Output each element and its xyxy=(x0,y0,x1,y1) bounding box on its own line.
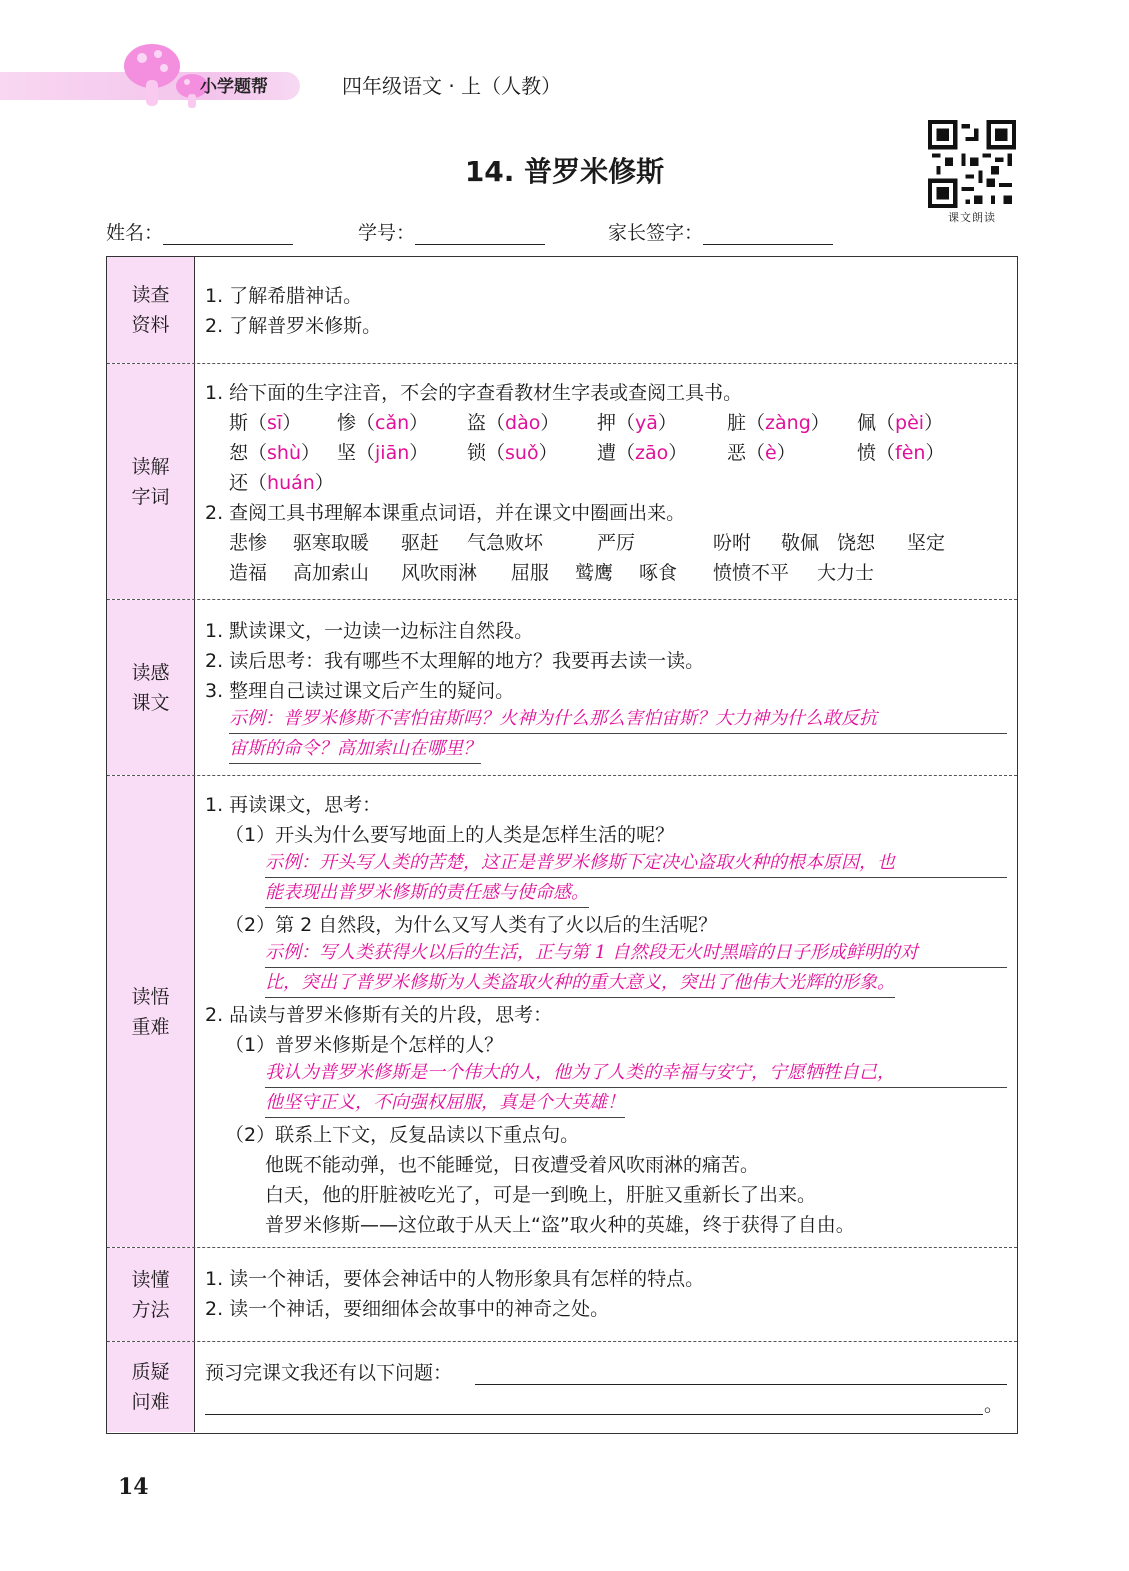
id-label: 学号： xyxy=(358,222,416,244)
pinyin-item xyxy=(229,438,320,468)
hanzi-char: 恕 xyxy=(229,442,249,464)
vocab-word: 严厉 xyxy=(597,532,636,554)
pinyin-item xyxy=(597,408,677,438)
list-item: 1. 读一个神话，要体会神话中的人物形象具有怎样的特点。 xyxy=(205,1268,705,1290)
section-questions xyxy=(107,1341,1017,1432)
sub-question: （1）普罗米修斯是个怎样的人？ xyxy=(225,1034,504,1056)
vocab-word: 敬佩 xyxy=(781,532,820,554)
paren-open: （ xyxy=(248,472,268,494)
paren-open: （ xyxy=(746,412,766,434)
pinyin-answer: pèi xyxy=(895,412,925,434)
vocab-word: 鹫鹰 xyxy=(575,562,614,584)
vocab-word: 大力士 xyxy=(817,562,875,584)
pinyin-answer: yā xyxy=(635,412,658,434)
section-label: 读感 课文 xyxy=(107,600,195,775)
paren-open: （ xyxy=(616,442,636,464)
answer-blank[interactable] xyxy=(205,1414,983,1415)
key-sentence: 白天，他的肝脏被吃光了，可是一到晚上，肝脏又重新长了出来。 xyxy=(265,1184,817,1206)
question: 1. 再读课文，思考： xyxy=(205,794,382,816)
answer-line: 比，突出了普罗米修斯为人类盗取火种的重大意义，突出了他伟大光辉的形象。 xyxy=(265,969,895,998)
mushroom-logo-icon xyxy=(122,42,212,112)
answer-line: 能表现出普罗米修斯的责任感与使命感。 xyxy=(265,879,589,908)
vocab-word: 坚定 xyxy=(907,532,946,554)
pinyin-item xyxy=(597,438,687,468)
section-body xyxy=(205,1342,1007,1432)
paren-open: （ xyxy=(248,442,268,464)
paren-close: ） xyxy=(776,442,796,464)
vocab-word: 造福 xyxy=(229,562,268,584)
paren-open: （ xyxy=(248,412,268,434)
paren-close: ） xyxy=(540,412,560,434)
vocab-word: 悲惨 xyxy=(229,532,268,554)
vocab-word: 风吹雨淋 xyxy=(401,562,478,584)
key-sentence: 普罗米修斯——这位敢于从天上“盗”取火种的英雄，终于获得了自由。 xyxy=(265,1214,855,1236)
question: 2. 查阅工具书理解本课重点词语，并在课文中圈画出来。 xyxy=(205,502,686,524)
qr-code-icon xyxy=(928,120,1016,208)
pinyin-answer: cǎn xyxy=(375,412,410,434)
paren-open: （ xyxy=(356,412,376,434)
section-label: 读查 资料 xyxy=(107,257,195,363)
answer-line: 示例：写人类获得火以后的生活，正与第 1 自然段无火时黑暗的日子形成鲜明的对 xyxy=(265,939,1007,968)
sign-label: 家长签字： xyxy=(608,222,704,244)
page-number: 14 xyxy=(118,1474,149,1500)
pinyin-item xyxy=(337,438,428,468)
section-body xyxy=(205,257,1007,363)
section-body xyxy=(205,364,1007,599)
pinyin-answer: zàng xyxy=(765,412,811,434)
vocab-word: 饶恕 xyxy=(837,532,876,554)
preview-table xyxy=(106,256,1018,1434)
section-label: 读悟 重难 xyxy=(107,776,195,1247)
answer-line: 宙斯的命令？高加索山在哪里？ xyxy=(229,735,481,764)
hanzi-char: 盗 xyxy=(467,412,487,434)
sub-question: （2）联系上下文，反复品读以下重点句。 xyxy=(225,1124,580,1146)
student-info-row xyxy=(106,218,866,244)
hanzi-char: 斯 xyxy=(229,412,249,434)
section-label: 读懂 方法 xyxy=(107,1248,195,1341)
paren-open: （ xyxy=(616,412,636,434)
pinyin-item xyxy=(727,408,830,438)
pinyin-answer: dào xyxy=(505,412,541,434)
brand-name: 小学题帮 xyxy=(200,77,268,97)
paren-close: ） xyxy=(538,442,558,464)
question: 1. 给下面的生字注音，不会的字查看教材生字表或查阅工具书。 xyxy=(205,382,743,404)
answer-line: 我认为普罗米修斯是一个伟大的人，他为了人类的幸福与安宁，宁愿牺牲自己， xyxy=(265,1059,1007,1088)
id-blank[interactable] xyxy=(415,224,545,245)
paren-close: ） xyxy=(409,412,429,434)
paren-close: ） xyxy=(925,442,945,464)
paren-close: ） xyxy=(810,412,830,434)
hanzi-char: 恶 xyxy=(727,442,747,464)
pinyin-item xyxy=(467,438,558,468)
name-label: 姓名： xyxy=(106,222,164,244)
pinyin-item xyxy=(857,438,944,468)
pinyin-item xyxy=(337,408,428,438)
sign-field[interactable] xyxy=(608,218,833,245)
paren-close: ） xyxy=(314,472,334,494)
page-title: 14. 普罗米修斯 xyxy=(464,155,665,188)
key-sentence: 他既不能动弹，也不能睡觉，日夜遭受着风吹雨淋的痛苦。 xyxy=(265,1154,760,1176)
paren-close: ） xyxy=(301,442,321,464)
section-label: 质疑 问难 xyxy=(107,1342,195,1432)
hanzi-char: 坚 xyxy=(337,442,357,464)
section-methods xyxy=(107,1247,1017,1341)
id-field[interactable] xyxy=(358,218,545,245)
list-item: 3. 整理自己读过课文后产生的疑问。 xyxy=(205,680,515,702)
hanzi-char: 惨 xyxy=(337,412,357,434)
paren-open: （ xyxy=(876,412,896,434)
vocab-word: 愤愤不平 xyxy=(713,562,790,584)
section-vocabulary xyxy=(107,363,1017,599)
paren-close: ） xyxy=(924,412,944,434)
list-item: 1. 了解希腊神话。 xyxy=(205,285,363,307)
hanzi-char: 脏 xyxy=(727,412,747,434)
qr-caption: 课文朗读 xyxy=(948,211,996,224)
hanzi-char: 还 xyxy=(229,472,249,494)
paren-open: （ xyxy=(356,442,376,464)
vocab-word: 啄食 xyxy=(639,562,678,584)
pinyin-answer: fèn xyxy=(895,442,926,464)
list-item: 2. 了解普罗米修斯。 xyxy=(205,315,382,337)
vocab-word: 吩咐 xyxy=(713,532,752,554)
list-item: 1. 默读课文，一边读一边标注自然段。 xyxy=(205,620,534,642)
pinyin-answer: shù xyxy=(267,442,302,464)
sign-blank[interactable] xyxy=(703,224,833,245)
section-body xyxy=(205,600,1007,775)
pinyin-answer: zāo xyxy=(635,442,669,464)
paren-close: ） xyxy=(409,442,429,464)
pinyin-answer: è xyxy=(765,442,777,464)
section-label: 读解 字词 xyxy=(107,364,195,599)
paren-open: （ xyxy=(486,442,506,464)
pinyin-answer: suǒ xyxy=(505,442,539,464)
vocab-word: 气急败坏 xyxy=(467,532,544,554)
end-mark: 。 xyxy=(983,1394,1003,1416)
paren-open: （ xyxy=(486,412,506,434)
paren-close: ） xyxy=(282,412,302,434)
hanzi-char: 押 xyxy=(597,412,617,434)
pinyin-item xyxy=(857,408,943,438)
answer-blank[interactable] xyxy=(475,1384,1007,1385)
name-blank[interactable] xyxy=(163,224,293,245)
question-prompt: 预习完课文我还有以下问题： xyxy=(205,1362,453,1384)
hanzi-char: 遭 xyxy=(597,442,617,464)
answer-line: 示例：普罗米修斯不害怕宙斯吗？火神为什么那么害怕宙斯？大力神为什么敢反抗 xyxy=(229,705,1007,734)
sub-question: （2）第 2 自然段，为什么又写人类有了火以后的生活呢？ xyxy=(225,914,718,936)
section-key-points xyxy=(107,775,1017,1247)
vocab-word: 驱寒取暖 xyxy=(293,532,370,554)
pinyin-answer: jiān xyxy=(375,442,410,464)
paren-open: （ xyxy=(746,442,766,464)
pinyin-item xyxy=(229,468,334,498)
list-item: 2. 读后思考：我有哪些不太理解的地方？我要再去读一读。 xyxy=(205,650,705,672)
paren-close: ） xyxy=(668,442,688,464)
subject-label: 四年级语文 · 上（人教） xyxy=(342,74,562,98)
list-item: 2. 读一个神话，要细细体会故事中的神奇之处。 xyxy=(205,1298,610,1320)
vocab-word: 高加索山 xyxy=(293,562,370,584)
sub-question: （1）开头为什么要写地面上的人类是怎样生活的呢？ xyxy=(225,824,675,846)
answer-line: 他坚守正义，不向强权屈服，真是个大英雄！ xyxy=(265,1089,625,1118)
hanzi-char: 佩 xyxy=(857,412,877,434)
pinyin-answer: huán xyxy=(267,472,315,494)
hanzi-char: 锁 xyxy=(467,442,487,464)
pinyin-item xyxy=(229,408,301,438)
paren-close: ） xyxy=(657,412,677,434)
paren-open: （ xyxy=(876,442,896,464)
pinyin-answer: sī xyxy=(267,412,283,434)
section-body xyxy=(205,1248,1007,1341)
section-body xyxy=(205,776,1007,1247)
answer-line: 示例：开头写人类的苦楚，这正是普罗米修斯下定决心盗取火种的根本原因，也 xyxy=(265,849,1007,878)
name-field[interactable] xyxy=(106,218,293,245)
vocab-word: 屈服 xyxy=(511,562,550,584)
section-reading xyxy=(107,599,1017,775)
vocab-word: 驱赶 xyxy=(401,532,440,554)
section-research xyxy=(107,257,1017,363)
pinyin-item xyxy=(467,408,559,438)
hanzi-char: 愤 xyxy=(857,442,877,464)
question: 2. 品读与普罗米修斯有关的片段，思考： xyxy=(205,1004,553,1026)
pinyin-item xyxy=(727,438,796,468)
